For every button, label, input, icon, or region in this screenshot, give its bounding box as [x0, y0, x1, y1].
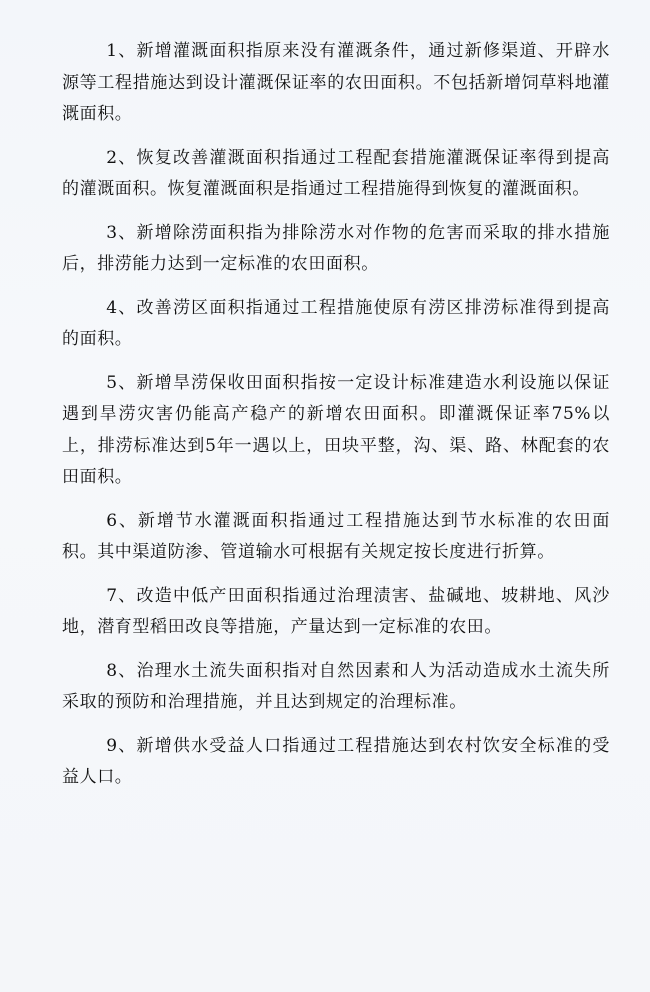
- definition-paragraph-9: 9、新增供水受益人口指通过工程措施达到农村饮安全标准的受益人口。: [62, 735, 610, 787]
- definition-paragraph-4: 4、改善涝区面积指通过工程措施使原有涝区排涝标准得到提高的面积。: [62, 297, 610, 349]
- definition-paragraph-8: 8、治理水土流失面积指对自然因素和人为活动造成水土流失所采取的预防和治理措施，并且达到规定的治理标准。: [62, 660, 610, 712]
- definition-paragraph-6: 6、新增节水灌溉面积指通过工程措施达到节水标准的农田面积。其中渠道防渗、管道输水可根据有关规定按长度进行折算。: [62, 510, 610, 562]
- definition-paragraph-7: 7、改造中低产田面积指通过治理渍害、盐碱地、坡耕地、风沙地，潜育型稻田改良等措施，产量达到一定标准的农田。: [62, 585, 610, 637]
- definition-paragraph-5: 5、新增旱涝保收田面积指按一定设计标准建造水利设施以保证遇到旱涝灾害仍能高产稳产的新增农田面积。即灌溉保证率75%以上，排涝标准达到5年一遇以上，田块平整，沟、渠、路、林配套的农田面积。: [62, 372, 610, 487]
- definition-paragraph-3: 3、新增除涝面积指为排除涝水对作物的危害而采取的排水措施后，排涝能力达到一定标准的农田面积。: [62, 222, 610, 274]
- document-body: [62, 36, 610, 806]
- definition-paragraph-1: 1、新增灌溉面积指原来没有灌溉条件，通过新修渠道、开辟水源等工程措施达到设计灌溉保证率的农田面积。不包括新增饲草料地灌溉面积。: [62, 41, 610, 124]
- definition-paragraph-2: 2、恢复改善灌溉面积指通过工程配套措施灌溉保证率得到提高的灌溉面积。恢复灌溉面积是指通过工程措施得到恢复的灌溉面积。: [62, 147, 610, 199]
